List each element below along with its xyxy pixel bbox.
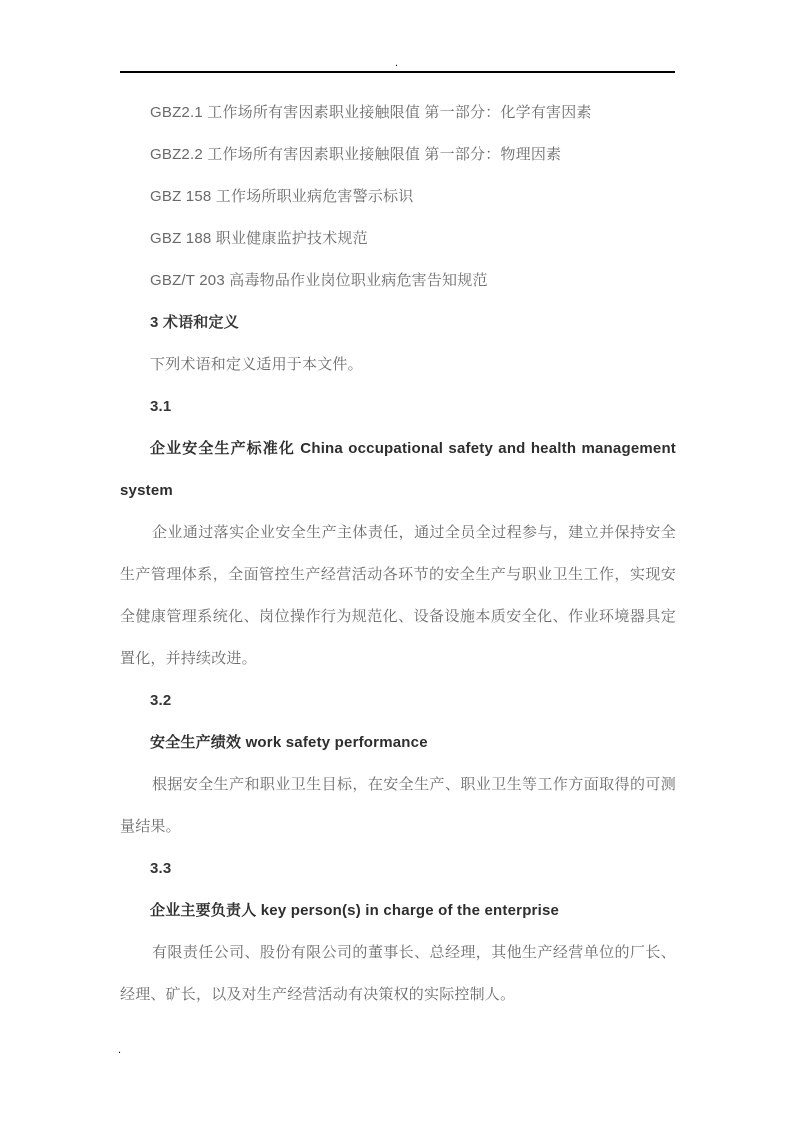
reference-item: GBZ/T 203 高毒物品作业岗位职业病危害告知规范 — [150, 272, 488, 289]
term-entry — [120, 386, 676, 680]
term-title: 安全生产绩效 work safety performance — [150, 734, 428, 751]
section-heading: 3 术语和定义 — [150, 314, 239, 331]
section-intro: 下列术语和定义适用于本文件。 — [150, 356, 363, 373]
reference-item: GBZ2.2 工作场所有害因素职业接触限值 第一部分：物理因素 — [150, 146, 562, 163]
term-definition: 有限责任公司、股份有限公司的董事长、总经理，其他生产经营单位的厂长、经理、矿长，以及对生产经营活动有决策权的实际控制人。 — [120, 944, 676, 1003]
term-number: 3.3 — [150, 860, 172, 877]
header-rule — [120, 71, 675, 73]
header-mark: . — [394, 57, 399, 69]
term-number: 3.2 — [150, 692, 172, 709]
term-title: 企业主要负责人 key person(s) in charge of the enterprise — [150, 902, 560, 919]
reference-item: GBZ 188 职业健康监护技术规范 — [150, 230, 368, 247]
term-definition: 根据安全生产和职业卫生目标，在安全生产、职业卫生等工作方面取得的可测量结果。 — [120, 776, 676, 835]
term-number: 3.1 — [150, 398, 172, 415]
page-content — [120, 92, 676, 1016]
term-entry — [120, 680, 676, 848]
term-definition: 企业通过落实企业安全生产主体责任，通过全员全过程参与，建立并保持安全生产管理体系，全面管控生产经营活动各环节的安全生产与职业卫生工作，实现安全健康管理系统化、岗位操作行为规范化、设备设施本质安全化、作业环境器具定置化，并持续改进。 — [120, 524, 676, 667]
page-header — [0, 0, 793, 90]
term-entry — [120, 848, 676, 1016]
normative-references-list — [120, 92, 676, 302]
term-title: 企业安全生产标准化 China occupational safety and health management system — [120, 440, 676, 499]
footer-mark: . — [118, 1044, 122, 1056]
reference-item: GBZ2.1 工作场所有害因素职业接触限值 第一部分：化学有害因素 — [150, 104, 592, 121]
reference-item: GBZ 158 工作场所职业病危害警示标识 — [150, 188, 414, 205]
